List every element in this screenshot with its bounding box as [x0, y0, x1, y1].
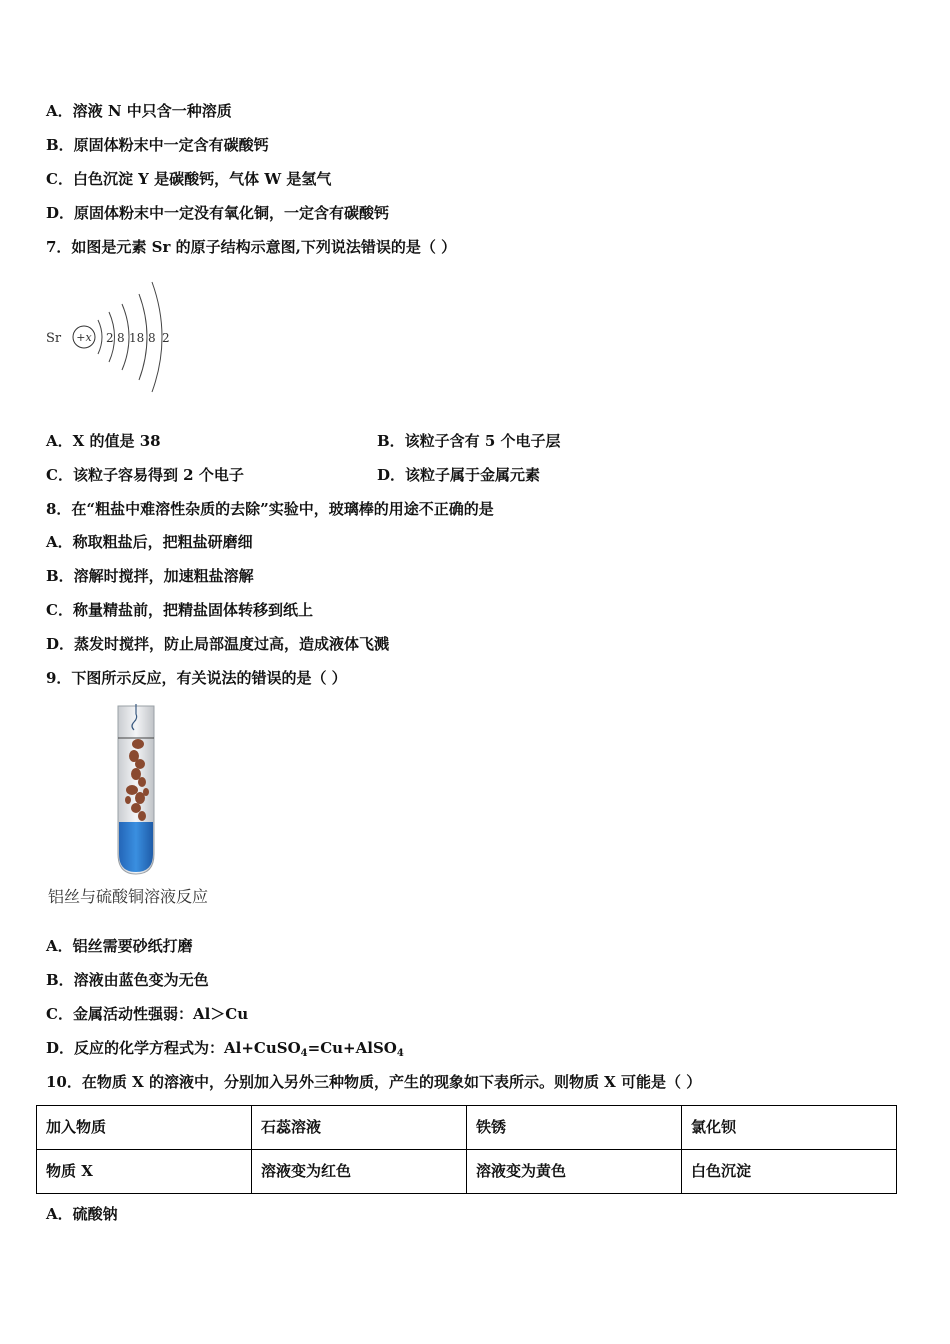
shell-arc-1 — [98, 320, 102, 354]
test-tube-image — [112, 704, 160, 876]
table-row — [37, 1150, 897, 1194]
table-cell: 石蕊溶液 — [252, 1106, 467, 1150]
table-cell: 加入物质 — [37, 1106, 252, 1150]
q8-option-c: C．称量精盐前，把精盐固体转移到纸上 — [46, 601, 313, 619]
q10-table — [36, 1105, 897, 1194]
equation-part-2: =Cu+AlSO — [307, 1039, 397, 1057]
q8-option-a: A．称取粗盐后，把粗盐研磨细 — [46, 533, 253, 551]
table-cell: 氯化钡 — [682, 1106, 897, 1150]
q7-option-b: B．该粒子含有 5 个电子层 — [377, 432, 561, 450]
q6-option-d: D．原固体粉末中一定没有氧化铜，一定含有碳酸钙 — [46, 204, 390, 222]
table-cell: 溶液变为黄色 — [467, 1150, 682, 1194]
atom-structure-diagram — [40, 276, 190, 398]
q9-option-b: B．溶液由蓝色变为无色 — [46, 971, 209, 989]
q7-stem: 7．如图是元素 Sr 的原子结构示意图,下列说法错误的是（ ） — [46, 238, 457, 256]
shell-count-4: 8 — [148, 331, 156, 345]
q9-option-a: A．铝丝需要砂纸打磨 — [46, 937, 193, 955]
q10-stem: 10．在物质 X 的溶液中，分别加入另外三种物质，产生的现象如下表所示。则物质 X 可能是（ ） — [46, 1073, 702, 1091]
subscript-2: 4 — [396, 1048, 404, 1059]
shell-count-5: 2 — [162, 331, 170, 345]
q10-option-a: A．硫酸钠 — [46, 1205, 118, 1223]
table-cell: 白色沉淀 — [682, 1150, 897, 1194]
q6-option-c: C．白色沉淀 Y 是碳酸钙，气体 W 是氢气 — [46, 170, 332, 188]
table-cell: 溶液变为红色 — [252, 1150, 467, 1194]
q8-option-d: D．蒸发时搅拌，防止局部温度过高，造成液体飞溅 — [46, 635, 390, 653]
shell-count-3: 18 — [129, 331, 145, 345]
table-cell: 物质 X — [37, 1150, 252, 1194]
q7-option-c: C．该粒子容易得到 2 个电子 — [46, 466, 244, 484]
q9-option-d — [46, 1038, 404, 1058]
q8-option-b: B．溶解时搅拌，加速粗盐溶解 — [46, 567, 254, 585]
table-cell: 铁锈 — [467, 1106, 682, 1150]
equation-part-1: D．反应的化学方程式为：Al+CuSO — [46, 1039, 301, 1057]
shell-count-2: 8 — [117, 331, 125, 345]
nucleus-charge: +x — [76, 331, 92, 344]
q7-option-a: A．X 的值是 38 — [46, 432, 161, 450]
q6-option-b: B．原固体粉末中一定含有碳酸钙 — [46, 136, 269, 154]
q7-option-d: D．该粒子属于金属元素 — [377, 466, 541, 484]
q9-stem: 9．下图所示反应，有关说法的错误的是（ ） — [46, 669, 347, 687]
q6-option-a: A．溶液 N 中只含一种溶质 — [46, 102, 232, 120]
q8-stem: 8．在“粗盐中难溶性杂质的去除”实验中，玻璃棒的用途不正确的是 — [46, 500, 494, 518]
table-row — [37, 1106, 897, 1150]
q9-option-c: C．金属活动性强弱：Al＞Cu — [46, 1005, 249, 1023]
shell-count-1: 2 — [106, 331, 114, 345]
copper-sulfate-solution — [119, 822, 153, 872]
figure-caption: 铝丝与硫酸铜溶液反应 — [48, 887, 209, 906]
subscript-1: 4 — [300, 1048, 308, 1059]
element-symbol: Sr — [46, 331, 62, 346]
